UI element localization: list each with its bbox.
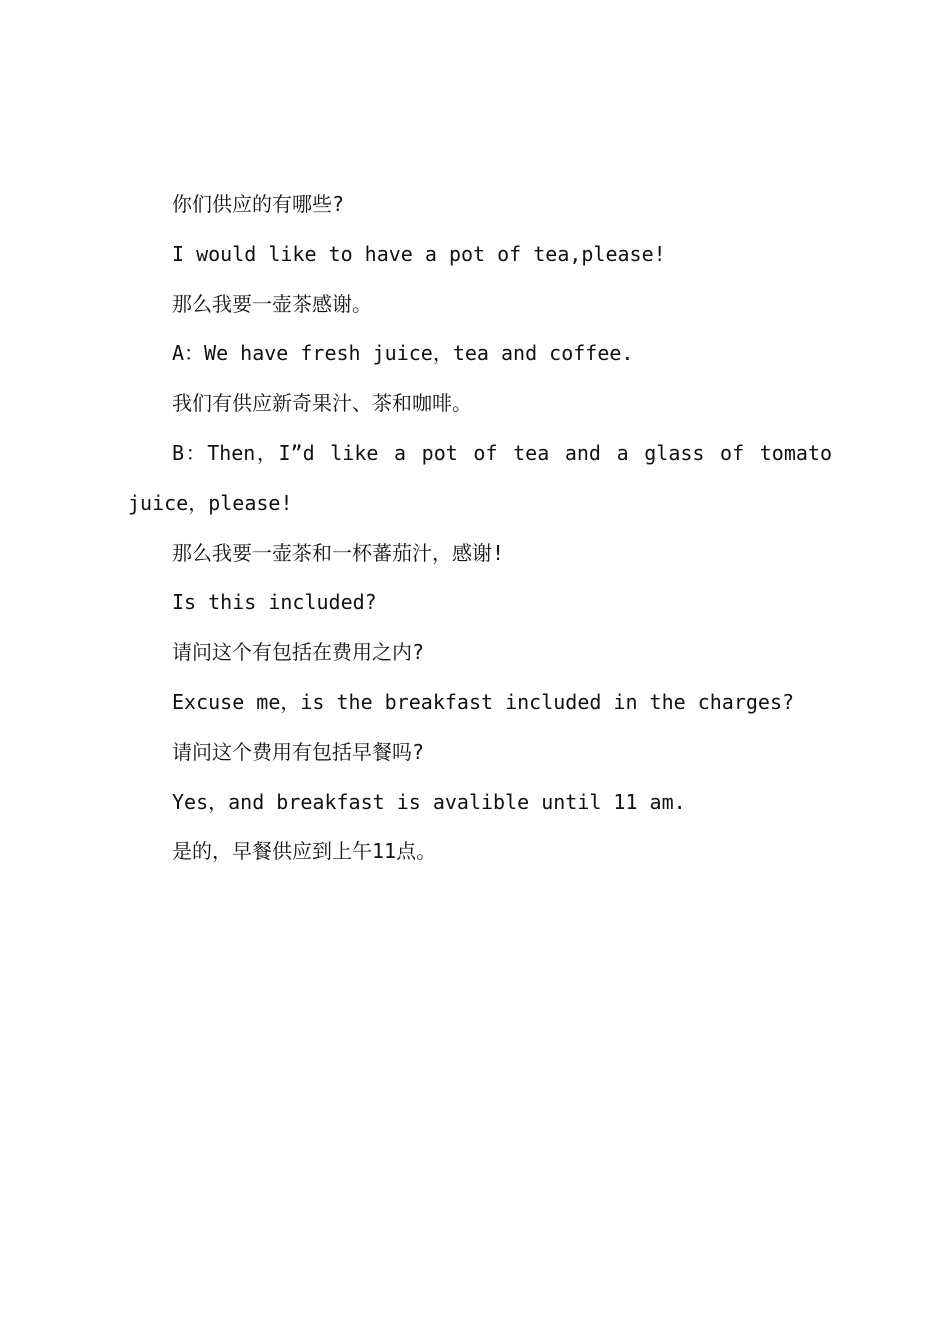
paragraph-en-breakfast-included: Excuse me，is the breakfast included in the charges? <box>172 689 795 714</box>
paragraph-zh-is-this-included: 请问这个有包括在费用之内? <box>172 640 425 665</box>
paragraph-en-is-this-included: Is this included? <box>172 590 377 615</box>
document-body <box>128 180 832 877</box>
paragraph-zh-pot-of-tea: 那么我要一壶茶感谢。 <box>172 291 372 316</box>
paragraph-zh-juice-tea-coffee: 我们有供应新奇果汁、茶和咖啡。 <box>172 391 472 416</box>
paragraph-en-tea-and-tomato-juice: B：Then，I”d like a pot of tea and a glass of tomato juice，please! <box>128 440 832 515</box>
paragraph-en-juice-tea-coffee: A：We have fresh juice，tea and coffee. <box>172 341 634 366</box>
paragraph-zh-breakfast-included: 请问这个费用有包括早餐吗? <box>172 739 425 764</box>
paragraph-en-pot-of-tea: I would like to have a pot of tea,please! <box>172 241 666 266</box>
paragraph-zh-tea-and-tomato-juice: 那么我要一壶茶和一杯蕃茄汁，感谢! <box>172 540 505 565</box>
paragraph-en-breakfast-until: Yes，and breakfast is avalible until 11 am. <box>172 789 686 814</box>
paragraph-zh-offer-question: 你们供应的有哪些? <box>172 192 345 216</box>
paragraph-zh-breakfast-until: 是的，早餐供应到上午11点。 <box>172 839 437 864</box>
